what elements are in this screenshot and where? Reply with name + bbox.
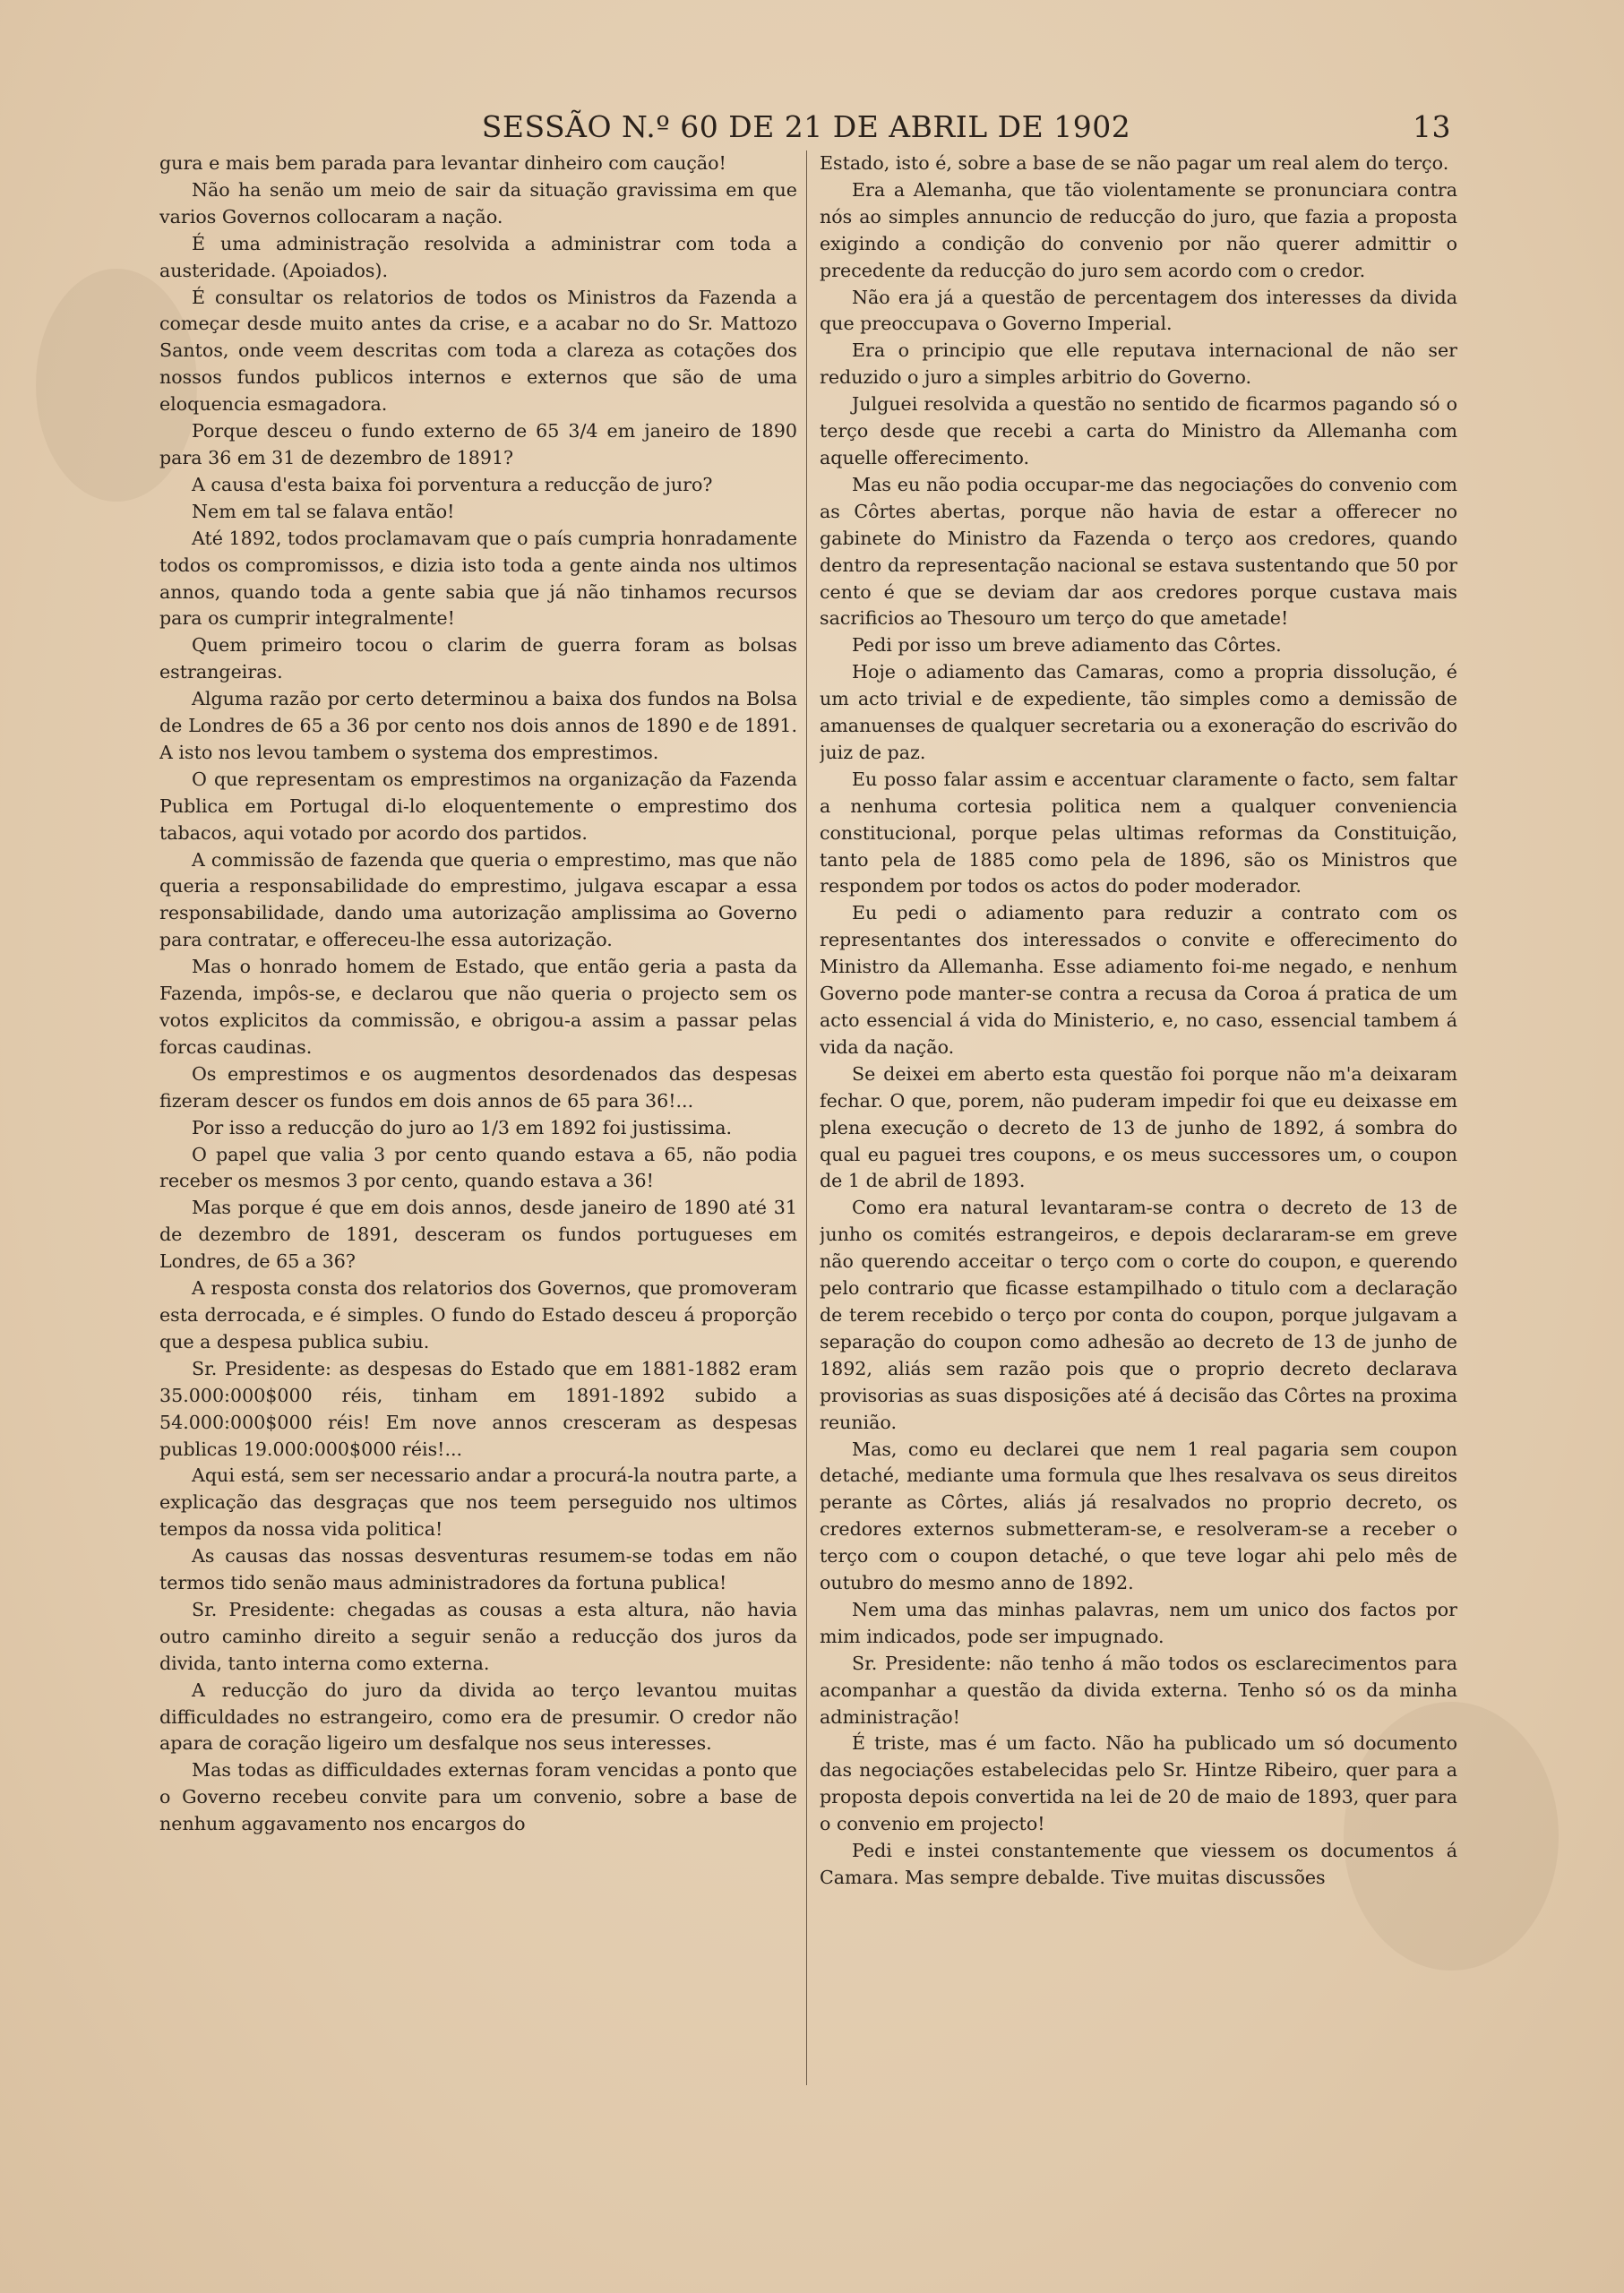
paragraph: Nem uma das minhas palavras, nem um unico dos factos por mim indicados, pode ser impugnado.	[820, 1598, 1457, 1647]
paragraph: Eu pedi o adiamento para reduzir a contrato com os representantes dos interessados o convite e offerecimento do Ministro da Allemanha. Esse adiamento foi-me negado, e nenhum Governo pode manter-se contra a recusa da Coroa á pratica de um acto essencial á vida do Ministerio, e, no caso, essencial tambem á vida da nação.	[820, 902, 1457, 1058]
paragraph: Mas todas as difficuldades externas foram vencidas a ponto que o Governo recebeu convite para um convenio, sobre a base de nenhum aggavamento nos encargos do	[159, 1759, 797, 1835]
paragraph: As causas das nossas desventuras resumem-se todas em não termos tido senão maus administradores da fortuna publica!	[159, 1545, 797, 1594]
page-header	[161, 109, 1451, 145]
paragraph: O que representam os emprestimos na organização da Fazenda Publica em Portugal di-lo eloquentemente o emprestimo dos tabacos, aqui votado por acordo dos partidos.	[159, 768, 797, 844]
paragraph: Alguma razão por certo determinou a baixa dos fundos na Bolsa de Londres de 65 a 36 por cento nos dois annos de 1890 e de 1891. A isto nos levou tambem o systema dos emprestimos.	[159, 688, 797, 763]
session-title: SESSÃO N.º 60 DE 21 DE ABRIL DE 1902	[481, 109, 1131, 144]
paragraph: Mas eu não podia occupar-me das negociações do convenio com as Côrtes abertas, porque não havia de estar a offerecer no gabinete do Ministro da Fazenda o terço aos credores, quando dentro da representação nacional se estava sustentando que 50 por cento é que se deviam dar aos credores porque custava mais sacrificios ao Thesouro um terço do que ametade!	[820, 473, 1457, 630]
paragraph: Mas, como eu declarei que nem 1 real pagaria sem coupon detaché, mediante uma formula que lhes resalvava os seus direitos perante as Côrtes, aliás já resalvados no proprio decreto, os credores externos submetteram-se, e resolveram-se a receber o terço com o coupon detaché, o que teve logar ahi pelo mês de outubro do mesmo anno de 1892.	[820, 1438, 1457, 1594]
paragraph: Mas o honrado homem de Estado, que então geria a pasta da Fazenda, impôs-se, e declarou que não queria o projecto sem os votos explicitos da commissão, e obrigou-a assim a passar pelas forcas caudinas.	[159, 956, 797, 1058]
paragraph: Como era natural levantaram-se contra o decreto de 13 de junho os comités estrangeiros, e depois declararam-se em greve não querendo acceitar o terço com o corte do coupon, e querendo pelo contrario que ficasse estampilhado o titulo com a declaração de terem recebido o terço por conta do coupon, porque julgavam a separação do coupon como adhesão ao decreto de 13 de junho de 1892, aliás sem razão pois que o proprio decreto declarava provisorias as suas disposições até á decisão das Côrtes na proxima reunião.	[820, 1197, 1457, 1433]
paragraph: Quem primeiro tocou o clarim de guerra foram as bolsas estrangeiras.	[159, 634, 797, 683]
paragraph: Era o principio que elle reputava internacional de não ser reduzido o juro a simples arbitrio do Governo.	[820, 339, 1457, 389]
paragraph: Era a Alemanha, que tão violentamente se pronunciara contra nós ao simples annuncio de reducção do juro, que fazia a proposta exigindo a condição do convenio por não querer admittir o precedente da reducção do juro sem acordo com o credor.	[820, 178, 1457, 281]
paragraph: Estado, isto é, sobre a base de se não pagar um real alem do terço.	[820, 152, 1449, 174]
paragraph: O papel que valia 3 por cento quando estava a 65, não podia receber os mesmos 3 por cento, quando estava a 36!	[159, 1143, 797, 1192]
right-text-column	[820, 150, 1457, 2094]
paragraph: Aqui está, sem ser necessario andar a procurá-la noutra parte, a explicação das desgraças que nos teem perseguido nos ultimos tempos da nossa vida politica!	[159, 1464, 797, 1541]
paragraph: Pedi por isso um breve adiamento das Côrtes.	[852, 634, 1282, 657]
paragraph: Não ha senão um meio de sair da situação gravissima em que varios Governos collocaram a nação.	[159, 178, 797, 228]
paragraph: Julguei resolvida a questão no sentido de ficarmos pagando só o terço desde que recebi a carta do Ministro da Allemanha com aquelle offerecimento.	[820, 393, 1457, 468]
paragraph: Até 1892, todos proclamavam que o país cumpria honradamente todos os compromissos, e dizia isto toda a gente ainda nos ultimos annos, quando toda a gente sabia que já não tinhamos recursos para os cumprir integralmente!	[159, 527, 797, 630]
paragraph: É triste, mas é um facto. Não ha publicado um só documento das negociações estabelecidas pelo Sr. Hintze Ribeiro, quer para a proposta depois convertida na lei de 20 de maio de 1893, quer para o convenio em projecto!	[820, 1732, 1457, 1835]
paragraph: Não era já a questão de percentagem dos interesses da divida que preoccupava o Governo Imperial.	[820, 286, 1457, 335]
paragraph: Mas porque é que em dois annos, desde janeiro de 1890 até 31 de dezembro de 1891, desceram os fundos portugueses em Londres, de 65 a 36?	[159, 1197, 797, 1273]
paragraph: Por isso a reducção do juro ao 1/3 em 1892 foi justissima.	[192, 1116, 733, 1138]
paragraph: É uma administração resolvida a administrar com toda a austeridade. (Apoiados).	[159, 232, 797, 281]
paragraph: Hoje o adiamento das Camaras, como a propria dissolução, é um acto trivial e de expediente, tão simples como a demissão de amanuenses de qualquer secretaria ou a exoneração do escrivão do juiz de paz.	[820, 661, 1457, 763]
paragraph: É consultar os relatorios de todos os Ministros da Fazenda a começar desde muito antes da crise, e a acabar no do Sr. Mattozo Santos, onde veem descritas com toda a clareza as cotações dos nossos fundos publicos internos e externos que são de uma eloquencia esmagadora.	[159, 286, 797, 416]
paragraph: A commissão de fazenda que queria o emprestimo, mas que não queria a responsabilidade do emprestimo, julgava escapar a essa responsabilidade, dando uma autorização amplissima ao Governo para contratar, e offereceu-lhe essa autorização.	[159, 848, 797, 951]
paragraph: Eu posso falar assim e accentuar claramente o facto, sem faltar a nenhuma cortesia politica nem a qualquer conveniencia constitucional, porque pelas ultimas reformas da Constituição, tanto pela de 1885 como pela de 1896, são os Ministros que respondem por todos os actos do poder moderador.	[820, 768, 1457, 897]
paragraph: Os emprestimos e os augmentos desordenados das despesas fizeram descer os fundos em dois annos de 65 para 36!...	[159, 1062, 797, 1112]
paragraph: A resposta consta dos relatorios dos Governos, que promoveram esta derrocada, e é simples. O fundo do Estado desceu á proporção que a despesa publica subiu.	[159, 1277, 797, 1353]
page-number: 13	[1413, 109, 1451, 144]
paragraph: gura e mais bem parada para levantar dinheiro com caução!	[159, 152, 726, 174]
column-divider	[806, 150, 807, 2085]
paragraph: Nem em tal se falava então!	[192, 500, 455, 522]
paragraph: Sr. Presidente: não tenho á mão todos os esclarecimentos para acompanhar a questão da divida externa. Tenho só os da minha administração!	[820, 1652, 1457, 1728]
left-text-column	[159, 150, 797, 2094]
paragraph: Se deixei em aberto esta questão foi porque não m'a deixaram fechar. O que, porem, não puderam impedir foi que eu deixasse em plena execução o decreto de 13 de junho de 1892, á sombra do qual eu paguei tres coupons, e os meus successores um, o coupon de 1 de abril de 1893.	[820, 1062, 1457, 1192]
paragraph: Pedi e instei constantemente que viessem os documentos á Camara. Mas sempre debalde. Tive muitas discussões	[820, 1840, 1457, 1888]
paragraph: A reducção do juro da divida ao terço levantou muitas difficuldades no estrangeiro, como era de presumir. O credor não apara de coração ligeiro um desfalque nos seus interesses.	[159, 1679, 797, 1755]
paragraph: Sr. Presidente: chegadas as cousas a esta altura, não havia outro caminho direito a seguir senão a reducção dos juros da divida, tanto interna como externa.	[159, 1598, 797, 1674]
paragraph: Porque desceu o fundo externo de 65 3/4 em janeiro de 1890 para 36 em 31 de dezembro de 1891?	[159, 420, 797, 468]
paragraph: Sr. Presidente: as despesas do Estado que em 1881-1882 eram 35.000:000$000 réis, tinham em 1891-1892 subido a 54.000:000$000 réis! Em nove annos cresceram as despesas publicas 19.000:000$000 réis!...	[159, 1357, 797, 1460]
paragraph: A causa d'esta baixa foi porventura a reducção de juro?	[192, 473, 713, 495]
